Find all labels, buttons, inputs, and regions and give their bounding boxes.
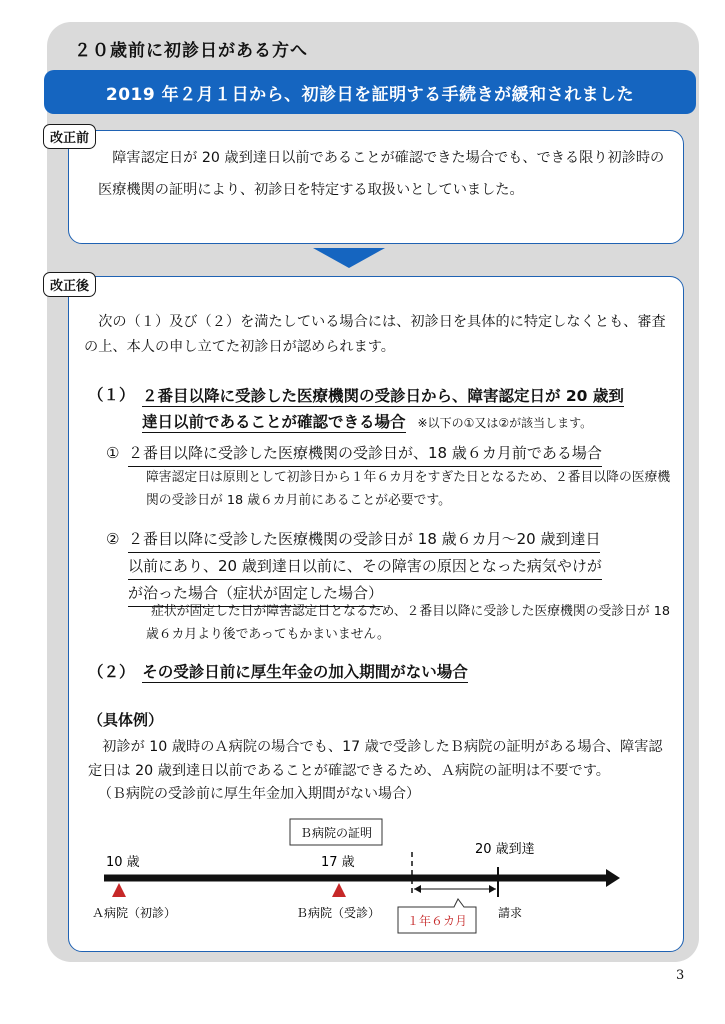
example-heading: （具体例） <box>88 711 164 729</box>
page-number: 3 <box>676 968 685 983</box>
sub-1-title <box>128 440 602 467</box>
sub-1-title-text: ２番目以降に受診した医療機関の受診日が、18 歳６カ月前である場合 <box>128 440 602 467</box>
sub-2-number: ② <box>106 530 120 548</box>
sub-2-title <box>128 526 674 607</box>
condition-2-title: その受診日前に厚生年金の加入期間がない場合 <box>142 663 468 681</box>
condition-1-title <box>142 383 672 436</box>
age-20-label: 20 歳到達 <box>475 842 535 857</box>
sub-2-title-c: が治った場合（症状が固定した場合） <box>128 580 383 607</box>
condition-1-title-a: ２番目以降に受診した医療機関の受診日から、障害認定日が 20 歳到 <box>142 387 624 405</box>
hospital-b-marker-icon <box>332 883 346 897</box>
down-arrow-icon <box>313 248 385 268</box>
sub-1-number: ① <box>106 444 120 462</box>
proof-label: Ｂ病院の証明 <box>299 826 373 840</box>
after-intro: 次の（１）及び（２）を満たしている場合には、初診日を具体的に特定しなくとも、審査の上、本人の申し立てた初診日が認められます。 <box>84 314 666 355</box>
condition-2-number: （２） <box>88 663 127 681</box>
before-text: 障害認定日が 20 歳到達日以前であることが確認できた場合でも、できる限り初診時の医療機関の証明により、初診日を特定する取扱いとしていました。 <box>98 150 665 198</box>
timeline-diagram <box>80 815 640 945</box>
example-text: 初診が 10 歳時のＡ病院の場合でも、17 歳で受診したＢ病院の証明がある場合、障害認定日は 20 歳到達日以前であることが確認できるため、Ａ病院の証明は不要です。 <box>88 739 663 779</box>
condition-2 <box>88 660 468 682</box>
duration-right-arrow-icon <box>489 885 496 893</box>
duration-left-arrow-icon <box>414 885 421 893</box>
timeline-arrowhead-icon <box>606 869 620 887</box>
condition-1-number: （１） <box>88 386 135 404</box>
sub-1-description: 障害認定日は原則として初診日から１年６カ月をすぎた日となるため、２番目以降の医療機関の受診日が 18 歳６カ月前にあることが必要です。 <box>146 470 671 508</box>
condition-1-note: ※以下の①又は②が該当します。 <box>417 416 593 430</box>
hospital-a-marker-icon <box>112 883 126 897</box>
hospital-b-label: Ｂ病院（受診） <box>296 906 381 920</box>
age-17-label: 17 歳 <box>321 855 355 870</box>
sub-2-title-b: 以前にあり、20 歳到達日以前に、その障害の原因となった病気やけが <box>128 553 602 580</box>
before-tag: 改正前 <box>43 124 96 149</box>
headline-banner: 2019 年２月１日から、初診日を証明する手続きが緩和されました <box>44 70 696 114</box>
condition-1-title-b: 達日以前であることが確認できる場合 <box>142 413 406 431</box>
hospital-a-label: Ａ病院（初診） <box>92 906 177 920</box>
section-title: ２０歳前に初診日がある方へ <box>74 41 308 61</box>
after-tag: 改正後 <box>43 272 96 297</box>
example-note: （Ｂ病院の受診前に厚生年金加入期間がない場合） <box>98 786 420 802</box>
age-10-label: 10 歳 <box>106 855 140 870</box>
duration-label: １年６カ月 <box>406 914 468 928</box>
sub-2-description: 症状が固定した日が障害認定日となるため、２番目以降に受診した医療機関の受診日が 18 歳６カ月より後であってもかまいません。 <box>146 604 671 642</box>
sub-2-title-a: ２番目以降に受診した医療機関の受診日が 18 歳６カ月～20 歳到達日 <box>128 526 600 553</box>
claim-label: 請求 <box>498 906 523 920</box>
